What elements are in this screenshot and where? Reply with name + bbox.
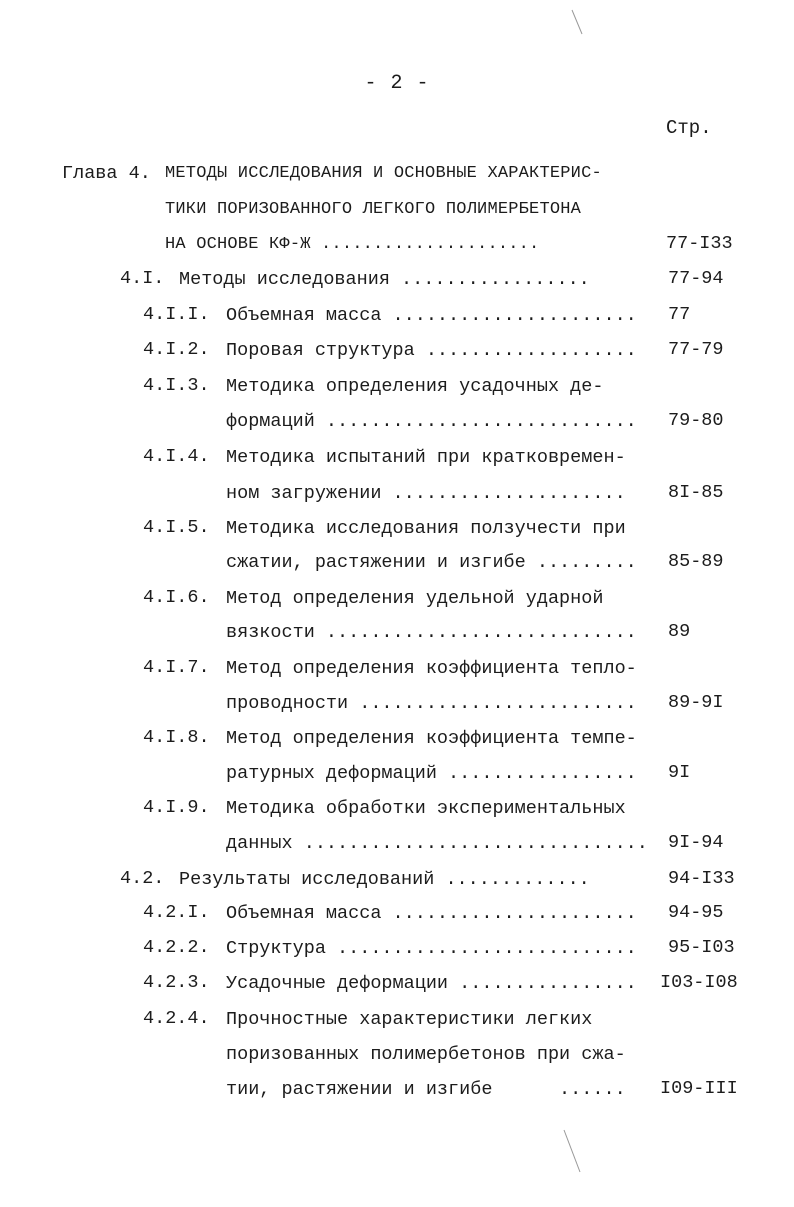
toc-entry-text: Структура ........................... — [226, 938, 637, 959]
chapter-title-line-2: ТИКИ ПОРИЗОВАННОГО ЛЕГКОГО ПОЛИМЕРБЕТОНА — [165, 200, 582, 219]
toc-entry-text: Метод определения коэффициента тепло- — [226, 658, 637, 679]
toc-entry-text: Объемная масса ...................... — [226, 903, 637, 924]
toc-entry-pages: 94-I33 — [668, 868, 735, 889]
toc-entry-text: проводности ......................... — [226, 693, 637, 714]
toc-entry-number: 4.2.I. — [143, 902, 210, 923]
toc-entry-number: 4.I.9. — [143, 797, 210, 818]
toc-entry-number: 4.2.2. — [143, 937, 210, 958]
chapter-title-line-3: НА ОСНОВЕ КФ-Ж ..................... — [165, 235, 540, 254]
toc-entry-text: сжатии, растяжении и изгибе ......... — [226, 552, 637, 573]
toc-entry-number: 4.I. — [120, 268, 165, 289]
chapter-label: Глава 4. — [62, 163, 151, 184]
toc-entry-text: Прочностные характеристики легких — [226, 1009, 593, 1030]
toc-entry-text: поризованных полимербетонов при сжа- — [226, 1044, 626, 1065]
toc-entry-number: 4.I.2. — [143, 339, 210, 360]
toc-entry-text: Результаты исследований ............. — [179, 869, 590, 890]
page-number: - 2 - — [364, 72, 430, 95]
chapter-title-line-1: МЕТОДЫ ИССЛЕДОВАНИЯ И ОСНОВНЫЕ ХАРАКТЕРИС- — [165, 164, 602, 183]
toc-entry-text: Метод определения коэффициента темпе- — [226, 728, 637, 749]
toc-entry-text: Поровая структура ................... — [226, 340, 637, 361]
toc-entry-text: Объемная масса ...................... — [226, 305, 637, 326]
toc-entry-number: 4.I.I. — [143, 304, 210, 325]
toc-entry-number: 4.I.4. — [143, 446, 210, 467]
toc-entry-text: Методика исследования ползучести при — [226, 518, 626, 539]
toc-entry-number: 4.I.7. — [143, 657, 210, 678]
toc-entry-pages: I09-III — [660, 1078, 738, 1099]
toc-entry-number: 4.I.6. — [143, 587, 210, 608]
toc-entry-number: 4.2.4. — [143, 1008, 210, 1029]
toc-entry-number: 4.2.3. — [143, 972, 210, 993]
toc-entry-text: Методика определения усадочных де- — [226, 376, 604, 397]
toc-entry-pages: 94-95 — [668, 902, 724, 923]
toc-entry-pages: 9I-94 — [668, 832, 724, 853]
toc-entry-number: 4.I.8. — [143, 727, 210, 748]
scan-mark-top — [568, 8, 588, 38]
toc-entry-text: Методы исследования ................. — [179, 269, 590, 290]
toc-entry-pages: 85-89 — [668, 551, 724, 572]
toc-entry-pages: 89-9I — [668, 692, 724, 713]
toc-entry-text: тии, растяжении и изгибе ...... — [226, 1079, 626, 1100]
toc-entry-pages: 95-I03 — [668, 937, 735, 958]
toc-entry-pages: 8I-85 — [668, 482, 724, 503]
toc-entry-pages: 77 — [668, 304, 691, 325]
toc-entry-text: Усадочные деформации ................ — [226, 973, 637, 994]
toc-entry-pages: 89 — [668, 621, 691, 642]
toc-entry-text: Метод определения удельной ударной — [226, 588, 604, 609]
toc-entry-text: данных ............................... — [226, 833, 648, 854]
toc-entry-number: 4.I.3. — [143, 375, 210, 396]
scan-mark-bottom — [560, 1128, 590, 1178]
chapter-pages: 77-I33 — [666, 233, 733, 254]
toc-entry-text: ном загружении ..................... — [226, 483, 626, 504]
toc-entry-pages: 79-80 — [668, 410, 724, 431]
toc-entry-pages: 77-79 — [668, 339, 724, 360]
toc-entry-pages: 9I — [668, 762, 691, 783]
page-column-header: Стр. — [666, 117, 712, 139]
toc-entry-text: Методика испытаний при кратковремен- — [226, 447, 626, 468]
toc-entry-pages: I03-I08 — [660, 972, 738, 993]
toc-entry-number: 4.2. — [120, 868, 165, 889]
toc-entry-text: формаций ............................ — [226, 411, 637, 432]
toc-entry-text: вязкости ............................ — [226, 622, 637, 643]
toc-entry-pages: 77-94 — [668, 268, 724, 289]
toc-entry-text: ратурных деформаций ................. — [226, 763, 637, 784]
toc-entry-text: Методика обработки экспериментальных — [226, 798, 626, 819]
toc-entry-number: 4.I.5. — [143, 517, 210, 538]
